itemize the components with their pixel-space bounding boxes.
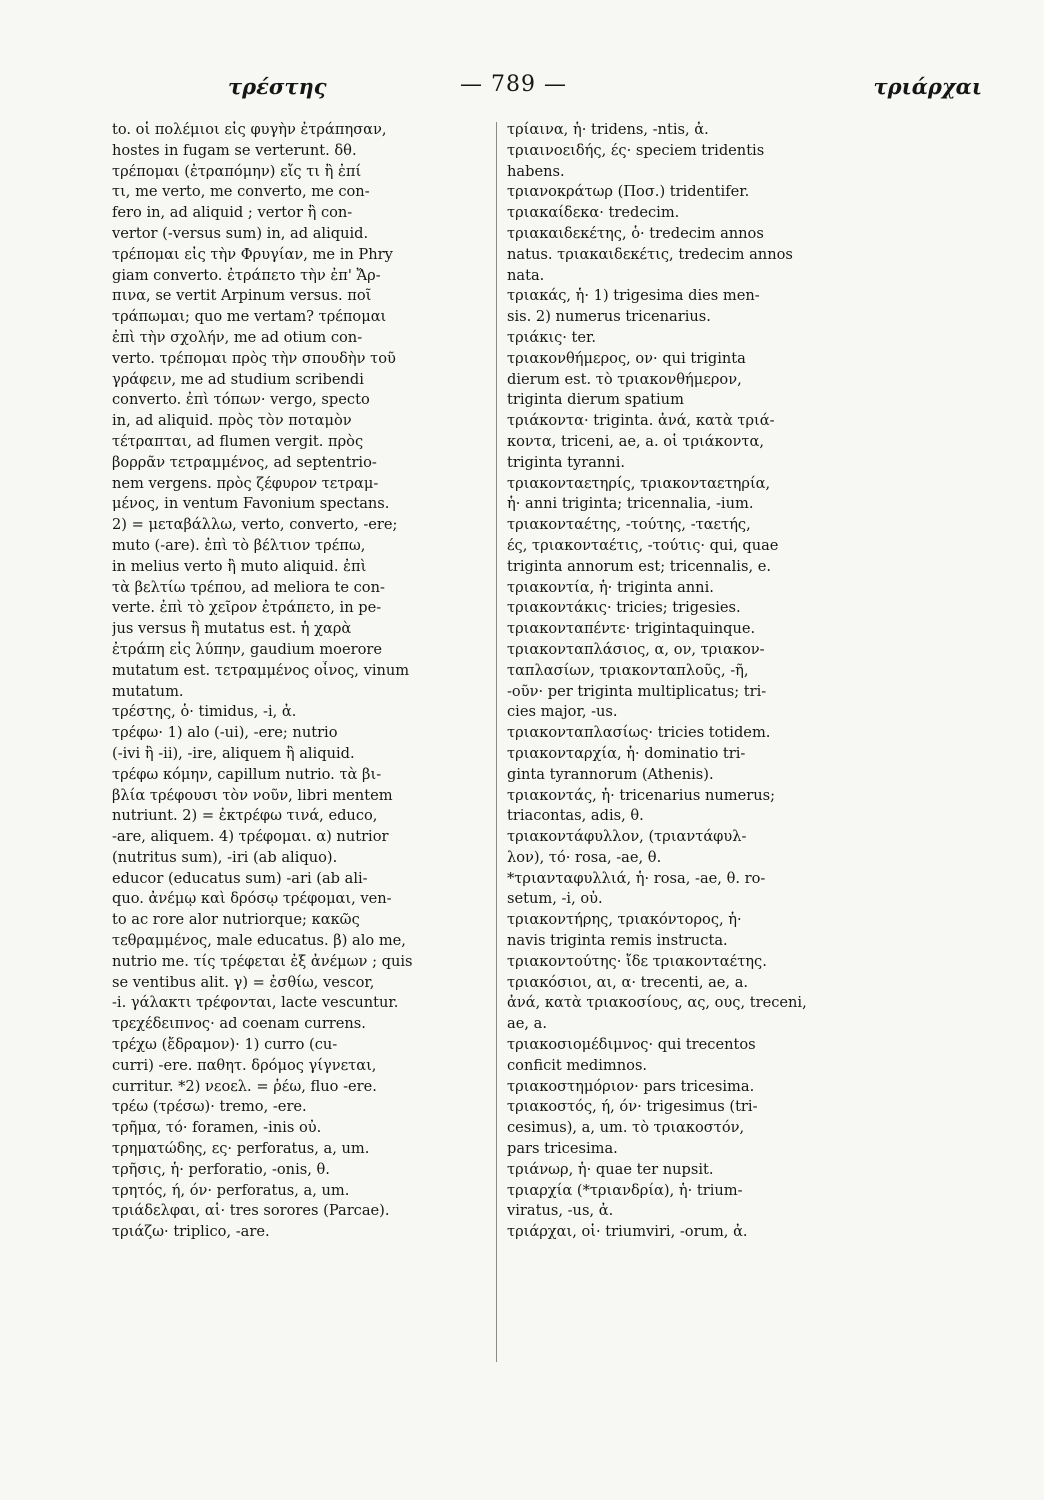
text-line: triginta tyranni. (507, 453, 626, 471)
text-line: muto (-are). ἐπὶ τὸ βέλτιον τρέπω, (112, 536, 366, 554)
text-line: τριακονταπέντε· trigintaquinque. (507, 620, 756, 638)
text-line: ae, a. (507, 1015, 547, 1033)
text-line: τριανοκράτωρ (Ποσ.) tridentifer. (507, 183, 750, 201)
column-divider (496, 122, 497, 1362)
text-line: triginta annorum est; tricennalis, e. (507, 557, 771, 575)
text-line: triginta dierum spatium (507, 391, 684, 409)
header-left-word: τρέστης (228, 74, 327, 99)
text-line: hostes in fugam se verterunt. δθ. (112, 141, 357, 159)
text-line: τριάδελφαι, αἱ· tres sorores (Parcae). (112, 1202, 390, 1220)
text-line: τριάζω· triplico, -are. (112, 1223, 270, 1241)
text-line: τριακοντάς, ἡ· tricenarius numerus; (507, 786, 776, 804)
text-line: jus versus ἢ mutatus est. ἡ χαρὰ (112, 620, 352, 638)
text-line: *τριανταφυλλιά, ἡ· rosa, -ae, θ. ro- (507, 869, 766, 887)
text-line: fero in, ad aliquid ; vertor ἢ con- (112, 204, 353, 222)
text-line: λον), τό· rosa, -ae, θ. (507, 848, 662, 866)
text-line: τρέω (τρέσω)· tremo, -ere. (112, 1098, 307, 1116)
text-line: τράπωμαι; quo me vertam? τρέπομαι (112, 308, 387, 326)
text-line: habens. (507, 162, 565, 180)
text-line: natus. τριακαιδεκέτις, tredecim annos (507, 245, 793, 263)
text-line: τέτραπται, ad flumen vergit. πρὸς (112, 432, 364, 450)
text-line: mutatum. (112, 682, 184, 700)
text-line: setum, -i, οὐ. (507, 890, 603, 908)
text-line: τριακοντάφυλλον, (τριαντάφυλ- (507, 828, 747, 846)
text-line: dierum est. τὸ τριακονθήμερον, (507, 370, 742, 388)
text-line: -i. γάλακτι τρέφονται, lacte vescuntur. (112, 994, 399, 1012)
text-line: τριακοντούτης· ἴδε τριακονταέτης. (507, 952, 767, 970)
text-line: ἡ· anni triginta; tricennalia, -ium. (507, 495, 754, 513)
text-line: 2) = μεταβάλλω, verto, converto, -ere; (112, 516, 398, 534)
text-line: giam converto. ἐτράπετο τὴν ἐπ' Ἄρ- (112, 266, 381, 284)
text-line: τριακόσιοι, αι, α· trecenti, ae, a. (507, 973, 749, 991)
right-column (507, 120, 892, 1243)
text-line: τριαρχία (*τριανδρία), ἡ· trium- (507, 1181, 743, 1199)
text-line: τριαινοειδής, ές· speciem tridentis (507, 141, 765, 159)
text-line: educor (educatus sum) -ari (ab ali- (112, 869, 368, 887)
text-line: πινα, se vertit Arpinum versus. ποῖ (112, 287, 372, 305)
text-line: τρέχω (ἔδραμον)· 1) curro (cu- (112, 1036, 338, 1054)
text-line: τρεχέδειπνος· ad coenam currens. (112, 1015, 366, 1033)
text-line: sis. 2) numerus tricenarius. (507, 308, 711, 326)
text-line: τρέπομαι (ἐτραπόμην) εἴς τι ἢ ἐπί (112, 162, 362, 180)
text-line: τριάρχαι, οἱ· triumviri, -orum, ἀ. (507, 1223, 748, 1241)
text-line: mutatum est. τετραμμένος οἶνος, vinum (112, 661, 410, 679)
text-line: τριάνωρ, ἡ· quae ter nupsit. (507, 1160, 714, 1178)
text-line: τριακονταετηρίς, τριακονταετηρία, (507, 474, 771, 492)
text-line: κοντα, triceni, ae, a. οἱ τριάκοντα, (507, 432, 764, 450)
text-line: ές, τριακονταέτις, -τούτις· qui, quae (507, 536, 779, 554)
text-line: τὰ βελτίω τρέπου, ad meliora te con- (112, 578, 385, 596)
text-line: τριακαίδεκα· tredecim. (507, 204, 680, 222)
text-line: βορρᾶν τετραμμένος, ad septentrio- (112, 453, 377, 471)
text-line: τρίαινα, ἡ· tridens, -ntis, ἀ. (507, 121, 709, 138)
text-line: quo. ἀνέμῳ καὶ δρόσῳ τρέφομαι, ven- (112, 890, 392, 908)
text-line: ἀνά, κατὰ τριακοσίους, ας, ους, treceni, (507, 994, 807, 1012)
text-line: triacontas, adis, θ. (507, 807, 644, 825)
text-line: nem vergens. πρὸς ζέφυρον τετραμ- (112, 474, 379, 492)
text-line: τριακονταπλασίως· tricies totidem. (507, 724, 771, 742)
text-line: τριακοντία, ἡ· triginta anni. (507, 578, 714, 596)
text-line: τρητός, ή, όν· perforatus, a, um. (112, 1181, 350, 1199)
text-line: τριάκοντα· triginta. ἀνά, κατὰ τριά- (507, 412, 775, 430)
text-line: τρῆμα, τό· foramen, -inis οὐ. (112, 1119, 322, 1137)
text-line: τρηματώδης, ες· perforatus, a, um. (112, 1140, 370, 1158)
text-line: viratus, -us, ἀ. (507, 1202, 614, 1220)
text-line: pars tricesima. (507, 1140, 618, 1158)
text-line: τριακονταρχία, ἡ· dominatio tri- (507, 744, 746, 762)
text-line: τριακάς, ἡ· 1) trigesima dies men- (507, 287, 760, 305)
text-line: nata. (507, 266, 545, 284)
text-line: curritur. *2) νεοελ. = ῥέω, fluo -ere. (112, 1077, 377, 1095)
text-line: navis triginta remis instructa. (507, 932, 728, 950)
text-line: verte. ἐπὶ τὸ χεῖρον ἐτράπετο, in pe- (112, 599, 382, 617)
text-line: τριάκις· ter. (507, 328, 597, 346)
text-line: γράφειν, me ad studium scribendi (112, 370, 364, 388)
page-number: — 789 — (460, 72, 567, 97)
text-line: ἐπὶ τὴν σχολήν, me ad otium con- (112, 328, 363, 346)
text-line: vertor (-versus sum) in, ad aliquid. (112, 224, 369, 242)
text-line: (-ivi ἢ -ii), -ire, aliquem ἢ aliquid. (112, 744, 355, 762)
text-line: verto. τρέπομαι πρὸς τὴν σπουδὴν τοῦ (112, 349, 396, 367)
text-line: μένος, in ventum Favonium spectans. (112, 495, 390, 513)
text-line: -οῦν· per triginta multiplicatus; tri- (507, 682, 767, 700)
text-line: τρέπομαι εἰς τὴν Φρυγίαν, me in Phry (112, 245, 393, 263)
text-line: nutrio me. τίς τρέφεται ἐξ ἀνέμων ; quis (112, 952, 413, 970)
text-line: τριακονταέτης, -τούτης, -ταετής, (507, 516, 751, 534)
text-line: to ac rore alor nutriorque; κακῶς (112, 911, 360, 929)
text-line: cesimus), a, um. τὸ τριακοστόν, (507, 1119, 745, 1137)
text-line: τριακοντάκις· tricies; trigesies. (507, 599, 741, 617)
text-line: se ventibus alit. γ) = ἐσθίω, vescor, (112, 973, 375, 991)
text-line: τριακοντήρης, τριακόντορος, ἡ· (507, 911, 742, 929)
text-line: ginta tyrannorum (Athenis). (507, 765, 714, 783)
text-line: τι, me verto, me converto, me con- (112, 183, 370, 201)
text-line: τριακοστός, ή, όν· trigesimus (tri- (507, 1098, 758, 1116)
text-line: τρέφω κόμην, capillum nutrio. τὰ βι- (112, 765, 382, 783)
text-line: ταπλασίων, τριακονταπλοῦς, -ῆ, (507, 661, 749, 679)
text-line: τριακονθήμερος, ον· qui triginta (507, 349, 746, 367)
text-line: to. οἱ πολέμιοι εἰς φυγὴν ἐτράπησαν, (112, 121, 387, 138)
text-line: (nutritus sum), -iri (ab aliquo). (112, 848, 338, 866)
text-line: ἐτράπη εἰς λύπην, gaudium moerore (112, 640, 382, 658)
text-line: -are, aliquem. 4) τρέφομαι. α) nutrior (112, 828, 389, 846)
text-line: τριακοστημόριον· pars tricesima. (507, 1077, 755, 1095)
page-header (110, 70, 990, 106)
text-line: τρέφω· 1) alo (-ui), -ere; nutrio (112, 724, 338, 742)
text-line: τεθραμμένος, male educatus. β) alo me, (112, 932, 406, 950)
text-line: converto. ἐπὶ τόπων· vergo, specto (112, 391, 370, 409)
text-line: τρῆσις, ἡ· perforatio, -onis, θ. (112, 1160, 330, 1178)
text-line: τριακαιδεκέτης, ὁ· tredecim annos (507, 224, 764, 242)
text-line: conficit medimnos. (507, 1056, 648, 1074)
text-line: in, ad aliquid. πρὸς τὸν ποταμὸν (112, 412, 352, 430)
text-line: in melius verto ἢ muto aliquid. ἐπὶ (112, 557, 367, 575)
text-line: βλία τρέφουσι τὸν νοῦν, libri mentem (112, 786, 393, 804)
text-line: τριακονταπλάσιος, α, ον, τριακον- (507, 640, 765, 658)
left-column (112, 120, 487, 1243)
text-line: curri) -ere. παθητ. δρόμος γίγνεται, (112, 1056, 377, 1074)
text-line: τριακοσιομέδιμνος· qui trecentos (507, 1036, 756, 1054)
text-line: τρέστης, ὁ· timidus, -i, ἀ. (112, 703, 297, 721)
text-line: nutriunt. 2) = ἐκτρέφω τινά, educo, (112, 807, 378, 825)
text-line: cies major, -us. (507, 703, 618, 721)
header-right-word: τριάρχαι (873, 74, 982, 99)
